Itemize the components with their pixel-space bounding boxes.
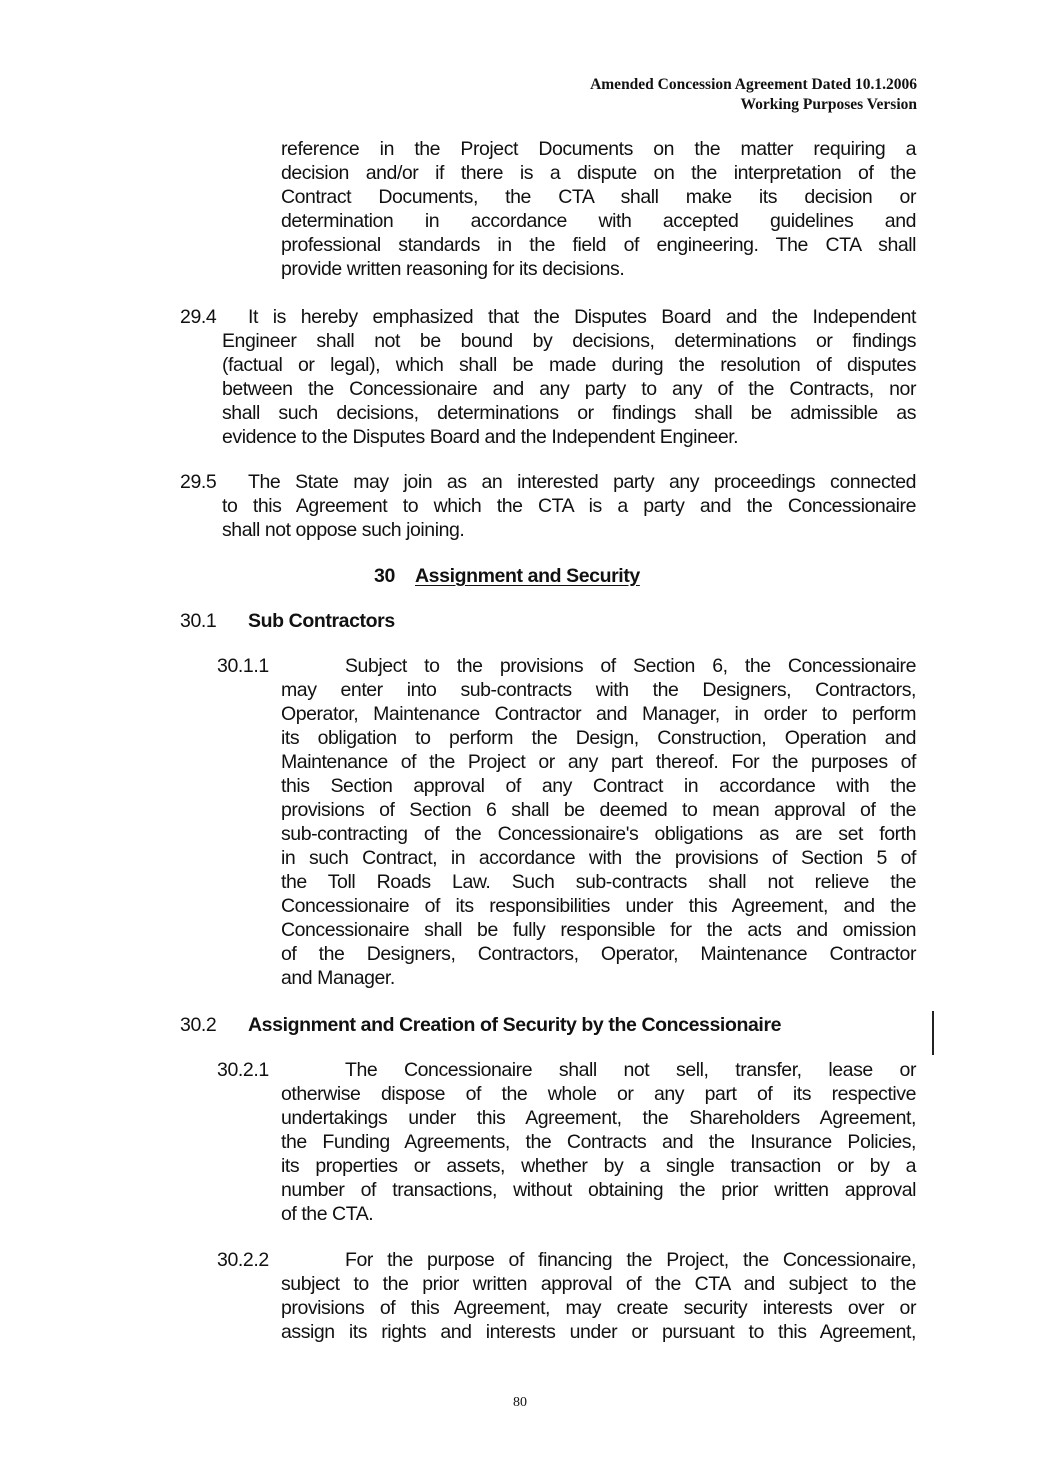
text-line: the Toll Roads Law. Such sub-contracts shall not relieve the xyxy=(281,871,916,893)
header-subtitle: Working Purposes Version xyxy=(740,96,917,113)
text-line: provide written reasoning for its decisions. xyxy=(281,258,625,280)
text-line: Concessionaire shall be fully responsible for the acts and omission xyxy=(281,919,916,941)
header-title: Amended Concession Agreement Dated 10.1.2006 xyxy=(590,76,917,93)
text-line: number of transactions, without obtaining the prior written approval xyxy=(281,1179,916,1201)
text-line: to this Agreement to which the CTA is a party and the Concessionaire xyxy=(222,495,916,517)
text-line: its obligation to perform the Design, Construction, Operation and xyxy=(281,727,916,749)
text-line: shall such decisions, determinations or findings shall be admissible as xyxy=(222,402,916,424)
text-line: (factual or legal), which shall be made during the resolution of disputes xyxy=(222,354,916,376)
clause-number: 29.4 xyxy=(180,306,217,328)
text-line: between the Concessionaire and any party to any of the Contracts, nor xyxy=(222,378,916,400)
text-line: shall not oppose such joining. xyxy=(222,519,465,541)
page-number: 80 xyxy=(513,1395,527,1410)
text-line: Engineer shall not be bound by decisions, determinations or findings xyxy=(222,330,916,352)
text-line: The State may join as an interested party any proceedings connected xyxy=(248,471,916,493)
text-line: this Section approval of any Contract in accordance with the xyxy=(281,775,916,797)
clause-title: Sub Contractors xyxy=(248,610,395,632)
clause-number: 30.2.1 xyxy=(217,1059,269,1081)
text-line: undertakings under this Agreement, the Shareholders Agreement, xyxy=(281,1107,916,1129)
text-line: assign its rights and interests under or pursuant to this Agreement, xyxy=(281,1321,916,1343)
clause-number: 30.2 xyxy=(180,1014,217,1036)
text-line: Concessionaire of its responsibilities under this Agreement, and the xyxy=(281,895,916,917)
clause-title: Assignment and Creation of Security by the Concessionaire xyxy=(248,1014,782,1036)
section-title: Assignment and Security xyxy=(415,565,640,587)
text-line: its properties or assets, whether by a single transaction or by a xyxy=(281,1155,916,1177)
text-line: It is hereby emphasized that the Disputes Board and the Independent xyxy=(248,306,916,328)
text-line: The Concessionaire shall not sell, transfer, lease or xyxy=(345,1059,916,1081)
text-line: Maintenance of the Project or any part thereof. For the purposes of xyxy=(281,751,916,773)
text-line: of the CTA. xyxy=(281,1203,374,1225)
text-line: the Funding Agreements, the Contracts and the Insurance Policies, xyxy=(281,1131,916,1153)
section-number: 30 xyxy=(374,565,395,587)
text-line: provisions of Section 6 shall be deemed to mean approval of the xyxy=(281,799,916,821)
text-line: sub-contracting of the Concessionaire's obligations as are set forth xyxy=(281,823,916,845)
text-line: determination in accordance with accepted guidelines and xyxy=(281,210,916,232)
text-line: decision and/or if there is a dispute on the interpretation of the xyxy=(281,162,916,184)
text-line: otherwise dispose of the whole or any part of its respective xyxy=(281,1083,916,1105)
text-line: and Manager. xyxy=(281,967,395,989)
text-line: For the purpose of financing the Project, the Concessionaire, xyxy=(345,1249,916,1271)
text-line: may enter into sub-contracts with the Designers, Contractors, xyxy=(281,679,916,701)
text-line: subject to the prior written approval of the CTA and subject to the xyxy=(281,1273,916,1295)
text-line: provisions of this Agreement, may create security interests over or xyxy=(281,1297,916,1319)
clause-number: 30.1.1 xyxy=(217,655,269,677)
text-line: evidence to the Disputes Board and the Independent Engineer. xyxy=(222,426,739,448)
text-line: professional standards in the field of engineering. The CTA shall xyxy=(281,234,916,256)
clause-number: 30.1 xyxy=(180,610,217,632)
revision-change-bar xyxy=(932,1011,934,1055)
text-line: Subject to the provisions of Section 6, the Concessionaire xyxy=(345,655,916,677)
text-line: Operator, Maintenance Contractor and Manager, in order to perform xyxy=(281,703,916,725)
text-line: of the Designers, Contractors, Operator, Maintenance Contractor xyxy=(281,943,916,965)
text-line: in such Contract, in accordance with the provisions of Section 5 of xyxy=(281,847,916,869)
clause-number: 30.2.2 xyxy=(217,1249,269,1271)
text-line: reference in the Project Documents on the matter requiring a xyxy=(281,138,916,160)
text-line: Contract Documents, the CTA shall make its decision or xyxy=(281,186,916,208)
clause-number: 29.5 xyxy=(180,471,217,493)
